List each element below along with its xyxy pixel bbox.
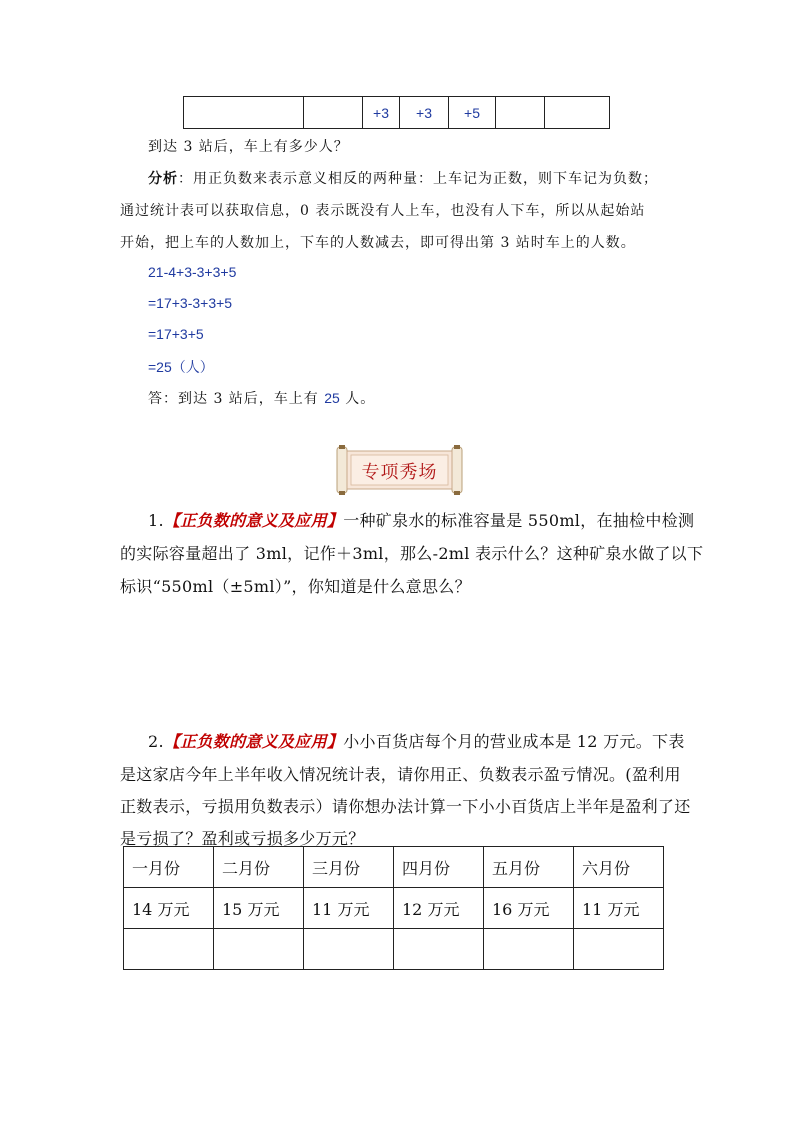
q1-text-1: 一种矿泉水的标准容量是 550ml，在抽检中检测 [343,511,695,530]
q2-line-3: 正数表示，亏损用负数表示）请你想办法计算一下小小百货店上半年是盈利了还 [120,797,691,816]
table-cell [304,97,363,129]
q1-tag: 【正负数的意义及应用】 [163,511,344,530]
table-cell: +5 [449,97,496,129]
table-row [184,97,610,129]
table-cell: +3 [363,97,400,129]
analysis-label: 分析 [148,171,178,187]
q2-text-1: 小小百货店每个月的营业成本是 12 万元。下表 [343,732,685,751]
income-table [123,846,664,970]
q2-line-1 [148,729,685,752]
calc-step-1: 21-4+3-3+3+5 [148,264,237,280]
q2-line-4: 是亏损了？盈利或亏损多少万元？ [120,829,365,848]
answer-line [148,388,375,408]
table-cell [496,97,545,129]
table-cell [394,929,484,970]
answer-prefix: 答：到达 3 站后，车上有 [148,391,325,407]
answer-suffix: 人。 [339,391,376,407]
calc-step-2: =17+3-3+3+5 [148,295,233,311]
q1-number: 1. [148,511,164,530]
table-cell: 11 万元 [574,888,664,929]
banner-title: 专项秀场 [361,462,438,483]
table-cell: 16 万元 [484,888,574,929]
table-row [124,847,664,888]
analysis-line-3: 开始，把上车的人数加上，下车的人数减去，即可得出第 3 站时车上的人数。 [120,235,636,251]
table-cell: 15 万元 [214,888,304,929]
q2-line-2: 是这家店今年上半年收入情况统计表，请你用正、负数表示盈亏情况。(盈利用 [120,765,681,784]
calc-step-3: =17+3+5 [148,326,204,342]
analysis-line-2: 通过统计表可以获取信息，0 表示既没有人上车，也没有人下车，所以从起始站 [120,203,646,219]
table-cell [304,929,394,970]
table-header-cell: 三月份 [304,847,394,888]
table-cell [574,929,664,970]
table-header-cell: 六月份 [574,847,664,888]
question-line: 到达 3 站后，车上有多少人？ [148,139,349,155]
table-header-cell: 一月份 [124,847,214,888]
table-cell [184,97,304,129]
table-header-cell: 二月份 [214,847,304,888]
calc-step-4: =25（人） [148,359,214,375]
table-cell: 14 万元 [124,888,214,929]
q1-line-3: 标识“550ml（±5ml）”，你知道是什么意思么？ [120,577,471,596]
table-cell [124,929,214,970]
analysis-text-1: ：用正负数来表示意义相反的两种量：上车记为正数，则下车记为负数； [178,171,658,187]
answer-value: 25 [324,390,340,406]
table-cell: +3 [400,97,449,129]
analysis-line-1 [148,168,658,188]
section-banner [331,445,468,495]
q1-line-1 [148,508,694,531]
q2-number: 2. [148,732,164,751]
stops-table [183,96,610,129]
table-header-cell: 四月份 [394,847,484,888]
table-cell: 12 万元 [394,888,484,929]
table-cell [214,929,304,970]
table-cell [484,929,574,970]
q2-tag: 【正负数的意义及应用】 [163,732,344,751]
table-row [124,929,664,970]
q1-line-2: 的实际容量超出了 3ml，记作＋3ml，那么-2ml 表示什么？这种矿泉水做了以下 [120,544,704,563]
table-cell [545,97,610,129]
table-cell: 11 万元 [304,888,394,929]
table-row [124,888,664,929]
table-header-cell: 五月份 [484,847,574,888]
